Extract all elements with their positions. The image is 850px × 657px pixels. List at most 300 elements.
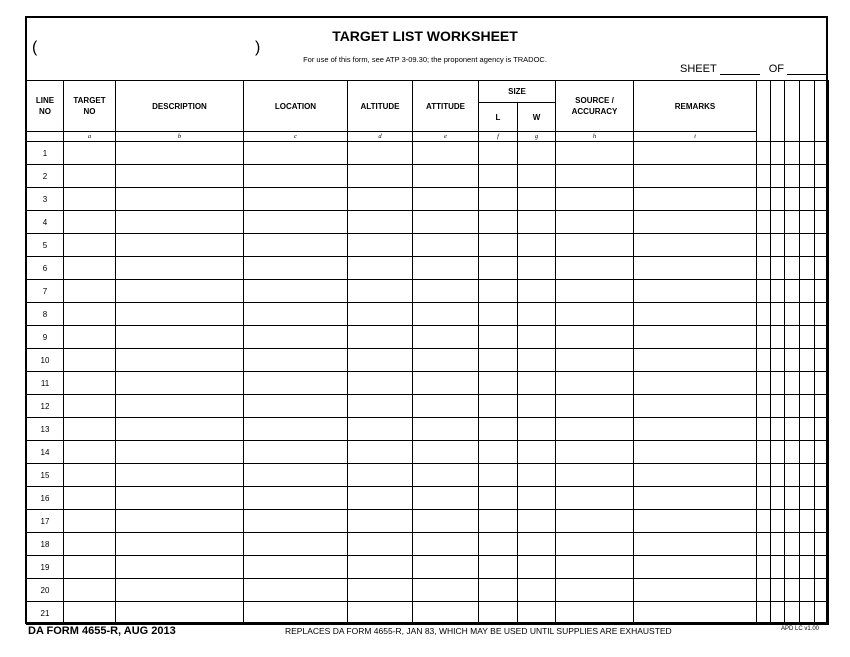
entry-cell[interactable] (244, 234, 348, 257)
entry-cell[interactable] (634, 533, 757, 556)
entry-cell[interactable] (518, 188, 556, 211)
entry-cell[interactable] (785, 303, 800, 326)
entry-cell[interactable] (771, 441, 785, 464)
extra-col (815, 81, 829, 142)
entry-cell[interactable] (785, 372, 800, 395)
entry-cell[interactable] (785, 349, 800, 372)
entry-cell[interactable] (757, 188, 771, 211)
entry-cell[interactable] (116, 533, 244, 556)
extra-col (785, 81, 800, 142)
entry-cell[interactable] (800, 510, 815, 533)
entry-cell[interactable] (757, 464, 771, 487)
entry-cell[interactable] (556, 257, 634, 280)
entry-cell[interactable] (634, 188, 757, 211)
entry-cell[interactable] (64, 188, 116, 211)
entry-cell[interactable] (116, 372, 244, 395)
entry-cell[interactable] (757, 533, 771, 556)
entry-cell[interactable] (64, 510, 116, 533)
entry-cell[interactable] (64, 372, 116, 395)
entry-cell[interactable] (479, 234, 518, 257)
entry-cell[interactable] (64, 487, 116, 510)
entry-cell[interactable] (815, 165, 829, 188)
entry-cell[interactable] (556, 188, 634, 211)
entry-cell[interactable] (348, 349, 413, 372)
entry-cell[interactable] (244, 487, 348, 510)
entry-cell[interactable] (815, 579, 829, 602)
entry-cell[interactable] (757, 510, 771, 533)
entry-cell[interactable] (815, 464, 829, 487)
entry-cell[interactable] (413, 533, 479, 556)
entry-cell[interactable] (479, 395, 518, 418)
entry-cell[interactable] (800, 165, 815, 188)
entry-cell[interactable] (771, 211, 785, 234)
entry-cell[interactable] (116, 556, 244, 579)
entry-cell[interactable] (800, 188, 815, 211)
entry-cell[interactable] (64, 533, 116, 556)
sheet-number-field[interactable] (720, 63, 760, 75)
entry-cell[interactable] (771, 142, 785, 165)
entry-cell[interactable] (800, 579, 815, 602)
entry-cell[interactable] (800, 556, 815, 579)
entry-cell[interactable] (757, 303, 771, 326)
line-number: 14 (27, 441, 64, 464)
entry-cell[interactable] (771, 533, 785, 556)
entry-cell[interactable] (634, 372, 757, 395)
entry-cell[interactable] (757, 257, 771, 280)
entry-cell[interactable] (518, 487, 556, 510)
entry-cell[interactable] (785, 556, 800, 579)
entry-cell[interactable] (785, 395, 800, 418)
entry-cell[interactable] (244, 349, 348, 372)
entry-cell[interactable] (634, 464, 757, 487)
entry-cell[interactable] (815, 510, 829, 533)
entry-cell[interactable] (757, 395, 771, 418)
entry-cell[interactable] (413, 280, 479, 303)
entry-cell[interactable] (556, 464, 634, 487)
entry-cell[interactable] (64, 395, 116, 418)
entry-cell[interactable] (116, 441, 244, 464)
entry-cell[interactable] (556, 165, 634, 188)
entry-cell[interactable] (413, 372, 479, 395)
entry-cell[interactable] (413, 188, 479, 211)
entry-cell[interactable] (413, 441, 479, 464)
entry-cell[interactable] (348, 372, 413, 395)
entry-cell[interactable] (479, 510, 518, 533)
entry-cell[interactable] (479, 280, 518, 303)
entry-cell[interactable] (556, 487, 634, 510)
entry-cell[interactable] (634, 142, 757, 165)
entry-cell[interactable] (785, 579, 800, 602)
entry-cell[interactable] (634, 280, 757, 303)
entry-cell[interactable] (348, 602, 413, 625)
entry-cell[interactable] (771, 602, 785, 625)
entry-cell[interactable] (244, 510, 348, 533)
entry-cell[interactable] (518, 579, 556, 602)
entry-cell[interactable] (771, 349, 785, 372)
entry-cell[interactable] (244, 556, 348, 579)
entry-cell[interactable] (244, 165, 348, 188)
entry-cell[interactable] (800, 211, 815, 234)
entry-cell[interactable] (348, 326, 413, 349)
entry-cell[interactable] (771, 579, 785, 602)
entry-cell[interactable] (244, 441, 348, 464)
entry-cell[interactable] (413, 349, 479, 372)
entry-cell[interactable] (413, 303, 479, 326)
entry-cell[interactable] (634, 349, 757, 372)
entry-cell[interactable] (634, 602, 757, 625)
entry-cell[interactable] (348, 280, 413, 303)
entry-cell[interactable] (244, 303, 348, 326)
entry-cell[interactable] (757, 234, 771, 257)
entry-cell[interactable] (64, 165, 116, 188)
entry-cell[interactable] (413, 326, 479, 349)
entry-cell[interactable] (518, 165, 556, 188)
entry-cell[interactable] (348, 211, 413, 234)
entry-cell[interactable] (800, 349, 815, 372)
entry-cell[interactable] (116, 142, 244, 165)
entry-cell[interactable] (815, 556, 829, 579)
entry-cell[interactable] (518, 303, 556, 326)
entry-cell[interactable] (800, 326, 815, 349)
entry-cell[interactable] (479, 211, 518, 234)
entry-cell[interactable] (556, 280, 634, 303)
entry-cell[interactable] (64, 349, 116, 372)
entry-cell[interactable] (64, 602, 116, 625)
entry-cell[interactable] (815, 349, 829, 372)
entry-cell[interactable] (413, 165, 479, 188)
entry-cell[interactable] (413, 579, 479, 602)
entry-cell[interactable] (116, 579, 244, 602)
entry-cell[interactable] (116, 257, 244, 280)
entry-cell[interactable] (413, 142, 479, 165)
entry-cell[interactable] (815, 372, 829, 395)
entry-cell[interactable] (413, 418, 479, 441)
entry-cell[interactable] (771, 487, 785, 510)
entry-cell[interactable] (479, 487, 518, 510)
entry-cell[interactable] (785, 464, 800, 487)
entry-cell[interactable] (771, 395, 785, 418)
entry-cell[interactable] (634, 418, 757, 441)
entry-cell[interactable] (556, 579, 634, 602)
entry-cell[interactable] (348, 234, 413, 257)
entry-cell[interactable] (771, 418, 785, 441)
entry-cell[interactable] (244, 211, 348, 234)
entry-cell[interactable] (116, 211, 244, 234)
entry-cell[interactable] (64, 142, 116, 165)
entry-cell[interactable] (116, 395, 244, 418)
entry-cell[interactable] (244, 142, 348, 165)
entry-cell[interactable] (815, 487, 829, 510)
entry-cell[interactable] (348, 395, 413, 418)
entry-cell[interactable] (785, 510, 800, 533)
entry-cell[interactable] (634, 303, 757, 326)
entry-cell[interactable] (518, 349, 556, 372)
entry-cell[interactable] (348, 418, 413, 441)
entry-cell[interactable] (771, 257, 785, 280)
entry-cell[interactable] (757, 280, 771, 303)
entry-cell[interactable] (634, 257, 757, 280)
entry-cell[interactable] (479, 441, 518, 464)
entry-cell[interactable] (800, 533, 815, 556)
entry-cell[interactable] (348, 487, 413, 510)
entry-cell[interactable] (348, 533, 413, 556)
entry-cell[interactable] (785, 257, 800, 280)
entry-cell[interactable] (244, 257, 348, 280)
entry-cell[interactable] (116, 487, 244, 510)
entry-cell[interactable] (815, 188, 829, 211)
entry-cell[interactable] (64, 418, 116, 441)
entry-cell[interactable] (116, 188, 244, 211)
entry-cell[interactable] (556, 418, 634, 441)
entry-cell[interactable] (771, 280, 785, 303)
entry-cell[interactable] (757, 372, 771, 395)
entry-cell[interactable] (556, 303, 634, 326)
entry-cell[interactable] (479, 372, 518, 395)
entry-cell[interactable] (785, 142, 800, 165)
entry-cell[interactable] (116, 602, 244, 625)
entry-cell[interactable] (518, 556, 556, 579)
entry-cell[interactable] (244, 533, 348, 556)
entry-cell[interactable] (64, 234, 116, 257)
entry-cell[interactable] (518, 395, 556, 418)
entry-cell[interactable] (413, 602, 479, 625)
entry-cell[interactable] (413, 395, 479, 418)
entry-cell[interactable] (800, 372, 815, 395)
entry-cell[interactable] (757, 418, 771, 441)
entry-cell[interactable] (479, 326, 518, 349)
entry-cell[interactable] (785, 441, 800, 464)
entry-cell[interactable] (116, 165, 244, 188)
entry-cell[interactable] (64, 464, 116, 487)
entry-cell[interactable] (116, 280, 244, 303)
entry-cell[interactable] (64, 579, 116, 602)
entry-cell[interactable] (800, 487, 815, 510)
entry-cell[interactable] (757, 349, 771, 372)
entry-cell[interactable] (634, 165, 757, 188)
entry-cell[interactable] (348, 556, 413, 579)
entry-cell[interactable] (518, 257, 556, 280)
entry-cell[interactable] (479, 418, 518, 441)
entry-cell[interactable] (518, 280, 556, 303)
entry-cell[interactable] (479, 533, 518, 556)
entry-cell[interactable] (785, 418, 800, 441)
entry-cell[interactable] (479, 165, 518, 188)
entry-cell[interactable] (244, 372, 348, 395)
entry-cell[interactable] (518, 510, 556, 533)
entry-cell[interactable] (518, 464, 556, 487)
entry-cell[interactable] (64, 326, 116, 349)
entry-cell[interactable] (556, 234, 634, 257)
entry-cell[interactable] (815, 533, 829, 556)
entry-cell[interactable] (479, 556, 518, 579)
entry-cell[interactable] (815, 303, 829, 326)
entry-cell[interactable] (815, 602, 829, 625)
entry-cell[interactable] (244, 579, 348, 602)
entry-cell[interactable] (116, 326, 244, 349)
entry-cell[interactable] (413, 234, 479, 257)
entry-cell[interactable] (815, 257, 829, 280)
entry-cell[interactable] (413, 487, 479, 510)
entry-cell[interactable] (348, 303, 413, 326)
entry-cell[interactable] (64, 303, 116, 326)
entry-cell[interactable] (757, 142, 771, 165)
entry-cell[interactable] (800, 441, 815, 464)
entry-cell[interactable] (556, 602, 634, 625)
entry-cell[interactable] (556, 349, 634, 372)
entry-cell[interactable] (800, 464, 815, 487)
entry-cell[interactable] (518, 602, 556, 625)
entry-cell[interactable] (64, 280, 116, 303)
entry-cell[interactable] (556, 533, 634, 556)
entry-cell[interactable] (479, 188, 518, 211)
entry-cell[interactable] (771, 464, 785, 487)
entry-cell[interactable] (800, 303, 815, 326)
entry-cell[interactable] (413, 510, 479, 533)
entry-cell[interactable] (413, 464, 479, 487)
entry-cell[interactable] (518, 326, 556, 349)
entry-cell[interactable] (479, 349, 518, 372)
entry-cell[interactable] (64, 257, 116, 280)
entry-cell[interactable] (800, 418, 815, 441)
entry-cell[interactable] (785, 211, 800, 234)
entry-cell[interactable] (771, 234, 785, 257)
entry-cell[interactable] (116, 510, 244, 533)
entry-cell[interactable] (518, 418, 556, 441)
entry-cell[interactable] (785, 280, 800, 303)
entry-cell[interactable] (815, 280, 829, 303)
entry-cell[interactable] (348, 142, 413, 165)
entry-cell[interactable] (634, 579, 757, 602)
entry-cell[interactable] (518, 211, 556, 234)
entry-cell[interactable] (244, 280, 348, 303)
entry-cell[interactable] (64, 441, 116, 464)
entry-cell[interactable] (348, 464, 413, 487)
entry-cell[interactable] (800, 395, 815, 418)
entry-cell[interactable] (757, 326, 771, 349)
entry-cell[interactable] (757, 165, 771, 188)
entry-cell[interactable] (785, 165, 800, 188)
table-row (27, 234, 829, 257)
entry-cell[interactable] (771, 510, 785, 533)
entry-cell[interactable] (785, 602, 800, 625)
entry-cell[interactable] (815, 211, 829, 234)
sheet-total-field[interactable] (787, 63, 827, 75)
entry-cell[interactable] (244, 602, 348, 625)
entry-cell[interactable] (244, 326, 348, 349)
entry-cell[interactable] (634, 211, 757, 234)
entry-cell[interactable] (800, 257, 815, 280)
entry-cell[interactable] (785, 188, 800, 211)
entry-cell[interactable] (757, 579, 771, 602)
entry-cell[interactable] (116, 234, 244, 257)
entry-cell[interactable] (556, 441, 634, 464)
entry-cell[interactable] (634, 441, 757, 464)
entry-cell[interactable] (64, 556, 116, 579)
entry-cell[interactable] (348, 257, 413, 280)
entry-cell[interactable] (518, 372, 556, 395)
entry-cell[interactable] (479, 602, 518, 625)
entry-cell[interactable] (785, 533, 800, 556)
entry-cell[interactable] (800, 142, 815, 165)
entry-cell[interactable] (785, 234, 800, 257)
entry-cell[interactable] (634, 395, 757, 418)
entry-cell[interactable] (800, 280, 815, 303)
entry-cell[interactable] (116, 303, 244, 326)
entry-cell[interactable] (116, 349, 244, 372)
entry-cell[interactable] (815, 234, 829, 257)
entry-cell[interactable] (757, 211, 771, 234)
entry-cell[interactable] (348, 188, 413, 211)
entry-cell[interactable] (413, 211, 479, 234)
entry-cell[interactable] (556, 510, 634, 533)
entry-cell[interactable] (634, 556, 757, 579)
entry-cell[interactable] (771, 556, 785, 579)
entry-cell[interactable] (244, 395, 348, 418)
entry-cell[interactable] (116, 464, 244, 487)
entry-cell[interactable] (479, 257, 518, 280)
entry-cell[interactable] (785, 487, 800, 510)
entry-cell[interactable] (771, 303, 785, 326)
entry-cell[interactable] (518, 142, 556, 165)
entry-cell[interactable] (116, 418, 244, 441)
entry-cell[interactable] (815, 326, 829, 349)
entry-cell[interactable] (479, 303, 518, 326)
entry-cell[interactable] (556, 372, 634, 395)
entry-cell[interactable] (771, 188, 785, 211)
entry-cell[interactable] (479, 142, 518, 165)
entry-cell[interactable] (413, 556, 479, 579)
entry-cell[interactable] (634, 234, 757, 257)
entry-cell[interactable] (556, 395, 634, 418)
entry-cell[interactable] (244, 418, 348, 441)
entry-cell[interactable] (815, 418, 829, 441)
entry-cell[interactable] (771, 165, 785, 188)
entry-cell[interactable] (634, 510, 757, 533)
entry-cell[interactable] (771, 372, 785, 395)
entry-cell[interactable] (556, 326, 634, 349)
entry-cell[interactable] (634, 487, 757, 510)
entry-cell[interactable] (757, 441, 771, 464)
entry-cell[interactable] (244, 464, 348, 487)
entry-cell[interactable] (556, 556, 634, 579)
entry-cell[interactable] (556, 142, 634, 165)
entry-cell[interactable] (479, 579, 518, 602)
entry-cell[interactable] (634, 326, 757, 349)
entry-cell[interactable] (479, 464, 518, 487)
entry-cell[interactable] (800, 234, 815, 257)
entry-cell[interactable] (815, 142, 829, 165)
entry-cell[interactable] (757, 556, 771, 579)
entry-cell[interactable] (348, 165, 413, 188)
entry-cell[interactable] (771, 326, 785, 349)
entry-cell[interactable] (348, 510, 413, 533)
entry-cell[interactable] (815, 441, 829, 464)
entry-cell[interactable] (348, 441, 413, 464)
entry-cell[interactable] (757, 487, 771, 510)
entry-cell[interactable] (757, 602, 771, 625)
entry-cell[interactable] (244, 188, 348, 211)
entry-cell[interactable] (518, 234, 556, 257)
entry-cell[interactable] (518, 441, 556, 464)
entry-cell[interactable] (785, 326, 800, 349)
entry-cell[interactable] (815, 395, 829, 418)
entry-cell[interactable] (64, 211, 116, 234)
entry-cell[interactable] (413, 257, 479, 280)
entry-cell[interactable] (800, 602, 815, 625)
entry-cell[interactable] (348, 579, 413, 602)
entry-cell[interactable] (556, 211, 634, 234)
entry-cell[interactable] (518, 533, 556, 556)
